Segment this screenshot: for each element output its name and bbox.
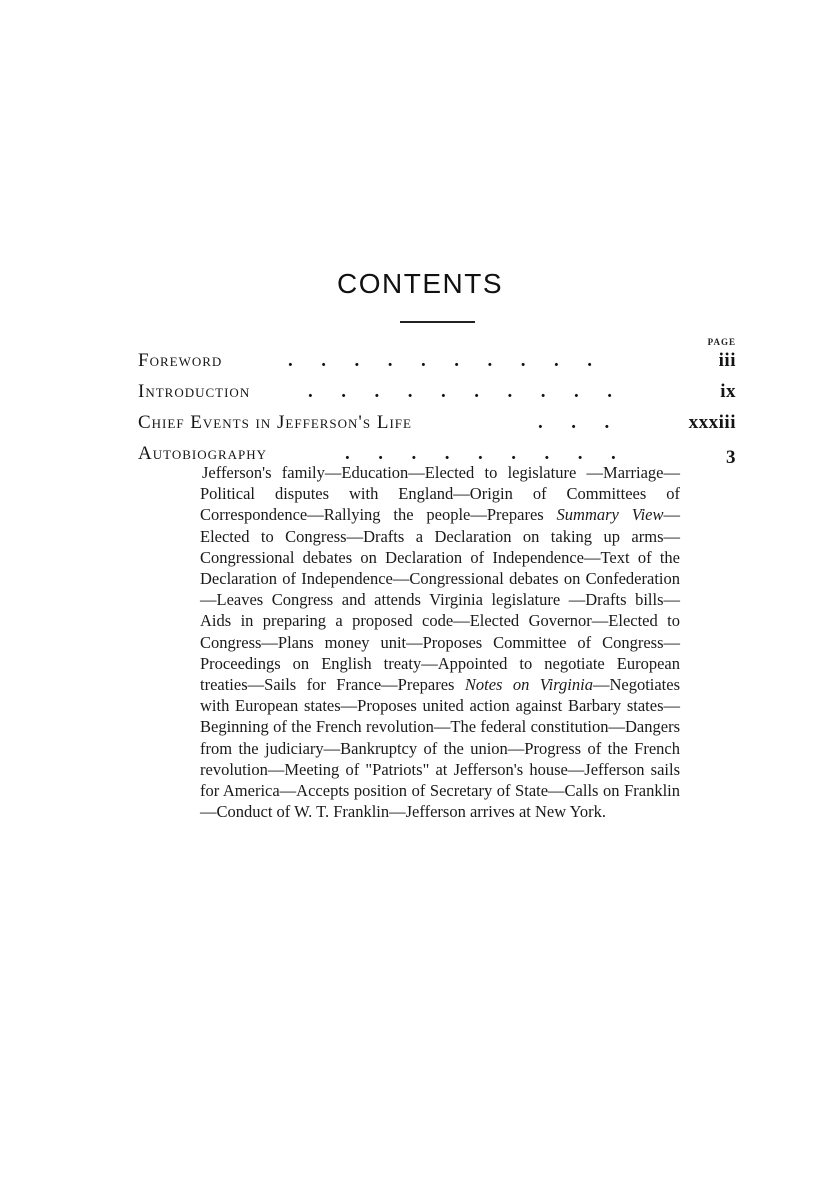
page-title: CONTENTS — [337, 268, 503, 299]
toc-entry-page: 3 — [726, 447, 736, 468]
page-column-label: PAGE — [707, 337, 736, 347]
toc-entry-page: iii — [718, 350, 736, 371]
dot-leader: . . . . . . . . . . — [288, 350, 592, 371]
toc-row-foreword[interactable] — [138, 350, 738, 378]
dot-leader: . . . . . . . . . . — [308, 381, 612, 402]
toc-entry-title: Introduction — [138, 381, 251, 402]
toc-entry-page: xxxiii — [688, 412, 736, 433]
summary-text: —Elected to Congress—Drafts a Declaration on taking up arms—Congressional debates on Declaration of Independence—Text of the Declaration of Independence—Congressional debates on Confederation—Leaves Congress and attends Virginia legislature —Drafts bills—Aids in preparing a proposed code—Elected Governor—Elected to Congress—Plans money unit—Proposes Committee of Congress—Proceedings on English treaty—Appointed to negotiate European treaties—Sails for France—Prepares — [200, 505, 680, 695]
dot-leader: . . . — [538, 412, 610, 433]
toc-entry-title: Chief Events in Jefferson's Life — [138, 412, 412, 433]
autobiography-summary — [200, 462, 680, 822]
title-rule — [400, 321, 475, 323]
summary-italic-title: Notes on Virginia — [464, 675, 593, 695]
toc-row-chief-events[interactable] — [138, 412, 738, 440]
summary-italic-title: Summary View — [556, 505, 664, 525]
summary-text: Jefferson's family—Education—Elected to legislature —Marriage—Political disputes with England—Origin of Committees of Correspondence—Rallying the people—Prepares — [200, 463, 680, 525]
toc-entry-page: ix — [720, 381, 736, 402]
toc-entry-title: Foreword — [138, 350, 223, 371]
summary-text: —Negotiates with European states—Proposes united action against Barbary states—Beginning of the French revolution—The federal constitution—Dangers from the judiciary—Bankruptcy of the union—Progress of the French revolution—Meeting of "Patriots" at Jefferson's house—Jefferson sails for America—Accepts position of Secretary of State—Calls on Franklin—Conduct of W. T. Franklin—Jefferson arrives at New York. — [200, 675, 681, 822]
toc-entry-title: Autobiography — [138, 443, 268, 464]
dot-leader: . . . . . . . . . — [345, 443, 616, 464]
toc-row-introduction[interactable] — [138, 381, 738, 409]
